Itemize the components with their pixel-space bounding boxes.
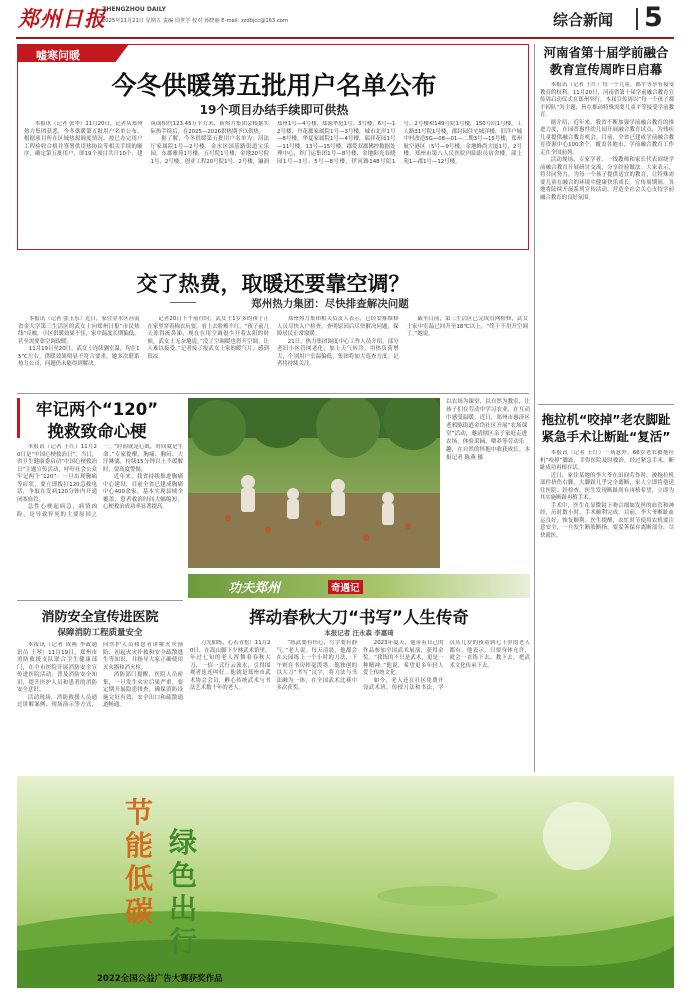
fire-body-p2: 活动现场，消防救援人员通过讲解案例、现场演示等方式，向医护人员和患者讲解火灾预防、初起火灾扑救和安全疏散逃生等知识，并指导大家正确使用灭火器和消火栓。 [17, 642, 183, 708]
mid-body-p2: 11月19日至20日，武女士连续测室温，均在15℃左右，供暖效果明显不符合要求，她多次联系热力公司，问题仍未能得到解决。 [18, 346, 140, 367]
mid-divider [17, 393, 529, 394]
left-body-p1: 本报讯（记者 王红）11月20日是“中国心梗救治日”，当日，省卫生健康委启动“中国心梗救治日”主题宣传活动，呼吁社会公众牢记两个“120”：一旦出现胸痛等症状，要立即拨打120急救电话，争取在发病120分钟内开通闭塞血管。 [17, 444, 97, 503]
left-body-p3: 近年来，我省持续推进胸痛中心建设，目前全省已建成胸痛中心400余家，基本实现县域全覆盖，患者救治时间大幅缩短，心梗救治成功率显著提高。 [103, 474, 183, 510]
top-story-box [17, 44, 529, 250]
left-headline: 牢记两个“120” [35, 400, 159, 419]
fire-body-p3: 消防部门提醒，医院人员密集，一旦发生火灾后果严重，要定期开展隐患排查，确保消防设施完好有效，安全出口和疏散通道畅通。 [103, 672, 183, 708]
calli-body-p4: 如今，老人还在社区免费开设武术班，传授刀法和书法，学员从几岁的孩童到七十岁的老人都有。他表示，只要身体允许，就会一直练下去、教下去，把武术文化传承下去。 [363, 640, 530, 691]
right-headline-1: 河南省第十届学前融合教育宣传周昨日启幕 [543, 45, 669, 77]
right-body-p2: 据介绍，近年来，我省不断加强学前融合教育的推进力度，在园普惠性幼儿园开展融合教育试点，为残疾儿童提供融合教育机会。目前，全省已建成学前融合教育资源中心100余个，覆盖各地市，学前融合教育工作走在全国前列。 [540, 119, 674, 156]
mid-body-p1: 本报讯（记者 张玉东）近日，家住金水区河南省金大学第三生活区的武女士向郑州日报“市民热线”反映，小区供暖效果不佳，家中温度长期偏低，甚至需要靠空调取暖。 [18, 316, 140, 345]
mid-subheadline: 郑州热力集团：尽快排查解决问题 [251, 298, 409, 310]
ad-landscape [17, 776, 674, 988]
section-title: 综合新闻 [553, 11, 614, 29]
masthead [0, 0, 690, 36]
right2-subheadline: 紧急手术让断趾“复活” [541, 429, 671, 444]
mid-body-p5: 21日，热力集团调度中心工作人员介绍，部分老旧小区管网老化，加上天气转冷，用热负荷增大，个别用户室温偏低，集团将加大巡查力度。记者将持续关注。 [277, 338, 399, 367]
top-subheadline: 19个项目办结手续即可供热 [199, 103, 349, 117]
calli-body-p1: 刀光如练，心若青松！11月20日，在嵩山脚下少林武术馆里，年过七旬的老人挥舞着春秋大刀，一招一式行云流水，引得围观者连连叫好。他就是郑州市武术协会会员，醉心传统武术与书法艺术数十年的老人。 [190, 640, 271, 691]
calli-body [190, 640, 530, 768]
calli-body-p2: “练武要有恒心，写字要有静气。”老人说。每天清晨，他都会在公园练上一个小时的刀法，下午则在书房挥毫泼墨。他独创的以大刀“书写”汉字，将刀法与书法融为一体，在全国武术比赛中多次获奖。 [276, 640, 357, 691]
calli-body-p3: 2023年夏天，他带着自己的作品参加全国武术展演，获得金奖。“我练的不只是武术，更是一种精神。”他说，希望更多年轻人爱上传统文化。 [363, 640, 444, 676]
ad-slogan-2: 绿色出行 [168, 826, 197, 958]
culture-banner [188, 574, 530, 598]
right-body-p1: 本报讯（记者 王红）每一个儿童，都平等享有接受教育的权利。11月20日，河南省第十届学前融合教育宣传周启动仪式在郑州举行，本届宣传周以“每一个孩子都不掉队”为主题，旨在推动特殊需要儿童平等接受学前教育。 [540, 82, 674, 118]
top-body-p1: 本报讯（记者 张华）11月20日，记者从郑州热力集团获悉，今冬供暖第五批用户名单公布，根据项目所在区域热源调度情况，按已办完用户工程验收合格并签署供用热协议等相关手续的顺序，确定第五批用户，即19个项目共计10个，建筑面积约123.45万平方米，新热力集团会根据实际热手续后，在2025—2026供热期予以供热。 [24, 121, 269, 157]
calli-headline: 挥动春秋大刀“书写”人生传奇 [249, 608, 469, 627]
page-number: 5 [644, 2, 663, 33]
fire-subheadline: 保障消防工程质量安全 [57, 628, 143, 638]
left-subheadline: 挽救致命心梗 [47, 422, 147, 441]
banner-title: 功夫郑州 [228, 581, 281, 596]
right2-headline: 拖拉机“咬掉”老农脚趾 [541, 412, 671, 427]
left-body-p2: 急性心梗起病急，病情凶险，是导致猝死的主要原因之一。“时间就是心肌，时间就是生命。”专家提醒，胸痛、胸闷、大汗淋漓，持续15分钟以上不缓解时，要高度警惕。 [17, 444, 183, 518]
section-divider [636, 8, 638, 30]
news-photo [188, 398, 440, 568]
photo-caption: 以农场为课堂，以自然为教室，让孩子们在劳动中学习农业、在互动中感受温暖。近日，郑州市惠济区老鸦陈街道金岱社区开展“农场课堂”活动，邀请辖区亲子家庭走进农场，体验采摘、喂养等劳动乐趣，在自然的怀抱中收获成长。本报记者 陈燕 摄 [446, 399, 530, 461]
fire-body [17, 642, 183, 768]
banner-subtitle: 奇遇记 [328, 580, 363, 594]
calli-byline: 本报记者 汪永森 李嘉琦 [324, 629, 394, 637]
mid-body-p4: 郑州热力集团相关负责人表示，已经安排维修人员尽快入户检查，查明原因后尽快解决问题，保障居民正常取暖。 [277, 316, 399, 337]
ad-slogan-1: 节能低碳 [124, 796, 153, 928]
right-body [540, 82, 674, 394]
top-body-p2: 据了解，今冬供暖第五批用户名单为：河法厅家属院1号—2号楼，金水区国基路街道宝乐园，东郡雅苑1号楼，五号院1号楼，金地20号院1号、2号楼，创业工程20号院1号、2号楼，瀛润郑州1号—4号楼，郑源华庭1号、3号楼，6号—12号楼，丹花郡家属院1号—3号楼，城市北岸1号—8号楼，华夏家属院1号—4号楼，瑞祥花园1号—11号楼，13号—15号楼，郡爱双郡佛控数据处理中心，织门运集团1号—8号楼，金地阳光春晓园1号—3号、5号—8号楼，伊河路148号院1号、2号楼和149号院1号楼，150号院1号楼，工人路31号院1号楼，郡封园住宅城洋楼，旧洋户城中村改造5G—08—01—二期3号—15号楼，郑州航空港区（5号—9号楼，金地峰尚大厦1号、2号楼，郑州市第八人民医院内陆职员宿舍楼，部上苑1—郡1号—12号楼。 [150, 121, 522, 165]
mid-body-p6: 截至目前，第三生活区已完成管网检修，武女士家中室温已回升至18℃以上，“终于不用开空调了。”她说。 [406, 316, 528, 337]
right2-body-p2: 近日，家住某地的李大爷在田间劳作时，被拖拉机部件挤伤右脚，大脚趾几乎完全离断，家人立即将他送往医院。经检查，医生发现断趾尚有再植希望，立即为其实施断趾再植手术。 [540, 472, 674, 501]
fire-body-p1: 本报讯（记者 成燕 李政通 讯员 王琴）11月19日，郑州市消防救援支队联合卫生健康部门，在全市医院开展消防安全宣传进医院活动，普及消防安全知识，提升医护人员和患者的消防安全意识。 [17, 642, 97, 693]
right-column-rule [534, 44, 535, 772]
newspaper-pinyin: ZHENGZHOU DAILY [102, 6, 166, 13]
ad-caption: 2022全国公益广告大赛获奖作品 [97, 974, 223, 984]
mid-body-columns [18, 316, 528, 390]
right2-body-p1: 本报讯（记者 王红）一场意外，66岁老农被拖拉机“咬掉”脚趾，幸得医院及时救治，经过紧急手术，断趾成功再植存活。 [540, 450, 674, 471]
right2-body-p3: 手术中，医生在显微镜下吻合细如发丝的血管和神经，历时数小时，手术顺利完成。目前，李大爷断趾血运良好，恢复顺利。医生提醒，农忙时节使用农机要注意安全，一旦发生断肢断指，要妥善保存离断部分，尽快就医。 [540, 502, 674, 539]
fire-headline: 消防安全宣传进医院 [41, 610, 159, 625]
public-service-ad [17, 776, 674, 988]
right2-body [540, 450, 674, 770]
photo-scene [188, 398, 440, 568]
top-headline: 今冬供暖第五批用户名单公布 [111, 71, 437, 100]
right-divider [538, 404, 674, 405]
dateline: 2025年11月21日 星期五 责编 周世学 校对 孙晓丽 E-mail: zzdbjcc@163.com [102, 18, 288, 24]
mid-headline: 交了热费，取暖还要靠空调？ [136, 272, 410, 296]
newspaper-logo: 郑州日报 [18, 6, 106, 31]
masthead-rule [16, 37, 674, 39]
left-body [17, 444, 183, 596]
top-body-columns [24, 121, 522, 247]
kicker-label: 嘘寒问暖 [36, 49, 80, 62]
right-body-p3: 活动现场，专家学者、一线教师和家长代表围绕学前融合教育开展研讨交流，分享经验做法。大家表示，将共同努力，为每一个孩子提供适宜的教育，让特殊需要儿童在融合的环境中健康快乐成长。宣传周期间，各地将陆续开展系列宣传活动，营造全社会关心支持学前融合教育的良好氛围。 [540, 157, 674, 201]
mid-body-p3: 记者20日下午前往时，武女士1岁多的孩子正在家里穿着棉衣玩耍，看上去脸颊不红，“孩子前几天冻得流鼻涕，现在在用空调很少开着太阳的时候，武女士无奈地说。”没了空调暖也得开空调，让人难以接受。”记者接了报武女士家的暖气片，感到很凉。 [147, 316, 269, 360]
fire-divider [17, 600, 183, 601]
